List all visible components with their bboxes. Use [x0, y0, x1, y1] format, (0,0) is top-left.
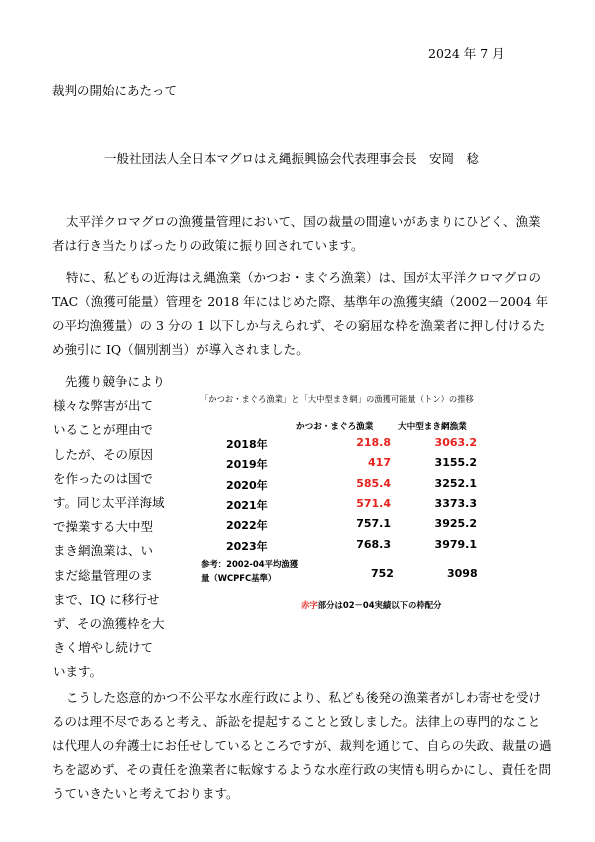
row-value-purse-seine: 3155.2: [434, 456, 477, 470]
row-year: 2023年: [226, 539, 268, 553]
row-year: 2019年: [226, 458, 268, 472]
reference-value-purse-seine: 3098: [447, 567, 478, 580]
table-row: [0, 517, 595, 537]
paragraph-3-text: 先獲り競争により様々な弊害が出ていることが理由でしたが、その原因を作ったのは国です。同じ太平洋海域で操業する大中型まき網漁業は、いまだ総量管理のままで、IQ に移行せず、その漁獲枠を大きく増やし続けています。: [53, 374, 166, 680]
table-row: [0, 477, 595, 497]
row-value-longline: 757.1: [356, 517, 391, 531]
row-value-longline: 571.4: [356, 496, 391, 510]
row-value-purse-seine: 3925.2: [434, 517, 477, 531]
reference-label: 参考：2002-04平均漁獲量（WCPFC基準）: [201, 559, 299, 583]
table-row: [0, 436, 595, 456]
date: 2024 年 7 月: [428, 46, 505, 61]
row-value-purse-seine: 3063.2: [434, 436, 477, 449]
paragraph-2: 特に、私どもの近海はえ縄漁業（かつお・まぐろ漁業）は、国が太平洋クロマグロの TAC（漁獲可能量）管理を 2018 年にはじめた際、基準年の漁獲実績（2002－2004 年の平均漁獲量）の 3 分の 1 以下しか与えられず、その窮屈な枠を漁業者に押し付けるため強引に IQ（個別割当）が導入されました。: [52, 270, 549, 357]
table-title: 「かつお・まぐろ漁業」と「大中型まき網」の漁獲可能量（トン）の推移: [200, 394, 474, 404]
table-row: [0, 456, 595, 476]
row-value-longline: 417: [368, 456, 391, 470]
row-year: 2018年: [226, 438, 268, 451]
subject-heading: 裁判の開始にあたって: [52, 83, 178, 98]
row-value-purse-seine: 3979.1: [434, 537, 477, 551]
note-text: 部分は02－04実績以下の枠配分: [317, 600, 442, 610]
column-header-longline: かつお・まぐろ漁業: [296, 422, 374, 432]
row-value-longline: 218.8: [356, 436, 391, 449]
row-value-longline: 585.4: [356, 476, 391, 490]
row-value-purse-seine: 3252.1: [434, 476, 477, 490]
row-value-purse-seine: 3373.3: [434, 496, 477, 510]
table-row: [0, 538, 595, 558]
row-value-longline: 768.3: [356, 537, 391, 551]
column-header-purse-seine: 大中型まき網漁業: [398, 422, 467, 432]
reference-value-longline: 752: [371, 567, 394, 580]
paragraph-4: こうした恣意的かつ不公平な水産行政により、私ども後発の漁業者がしわ寄せを受けるのは理不尽であると考え、訴訟を提起することと致しました。法律上の専門的なことは代理人の弁護士にお任せしているところですが、裁判を通じて、自らの失政、裁量の過ちを認めず、その責任を漁業者に転嫁するような水産行政の実情も明らかにし、責任を問うていきたいと考えております。: [52, 690, 552, 801]
author-line: 一般社団法人全日本マグロはえ縄振興協会代表理事会長 安岡 稔: [104, 151, 480, 166]
table-row: [0, 497, 595, 517]
paragraph-1: 太平洋クロマグロの漁獲量管理において、国の裁量の間違いがあまりにひどく、漁業者は行き当たりばったりの政策に振り回されています。: [52, 214, 541, 253]
row-year: 2020年: [226, 478, 268, 492]
row-year: 2021年: [226, 498, 268, 512]
note-red-word: 赤字: [301, 600, 318, 610]
row-year: 2022年: [226, 519, 268, 533]
table-note: [301, 599, 442, 611]
